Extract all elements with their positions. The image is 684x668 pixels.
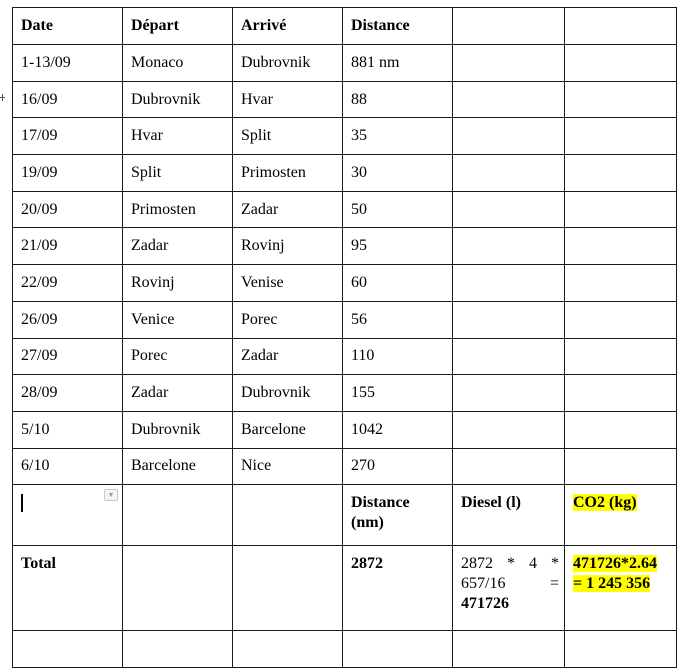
cell-date[interactable]: 26/09 — [13, 301, 123, 338]
cell-depart[interactable]: Zadar — [123, 228, 233, 265]
cell-arrive[interactable]: Venise — [233, 265, 343, 302]
cell-arrive[interactable]: Dubrovnik — [233, 375, 343, 412]
cell-arrive[interactable]: Dubrovnik — [233, 45, 343, 82]
table-row — [13, 265, 677, 302]
table-row — [13, 228, 677, 265]
cell-distance[interactable]: 881 nm — [343, 45, 453, 82]
cell-date[interactable]: 20/09 — [13, 191, 123, 228]
cell-arrive[interactable]: Barcelone — [233, 411, 343, 448]
diesel-operator: * — [507, 555, 515, 573]
header-cell-depart[interactable]: Départ — [123, 8, 233, 45]
cell-empty[interactable] — [565, 265, 677, 302]
table-row — [13, 45, 677, 82]
cell-depart[interactable]: Venice — [123, 301, 233, 338]
header-cell-date[interactable]: Date — [13, 8, 123, 45]
cell-empty[interactable] — [453, 375, 565, 412]
cell-depart[interactable]: Barcelone — [123, 448, 233, 485]
cell-empty[interactable] — [453, 81, 565, 118]
diesel-term: 657/16 — [461, 575, 506, 593]
cell-empty[interactable] — [233, 485, 343, 546]
cell-empty[interactable] — [233, 631, 343, 668]
cell-empty[interactable] — [453, 411, 565, 448]
cell-empty[interactable] — [565, 448, 677, 485]
header-cell-distance[interactable]: Distance — [343, 8, 453, 45]
cell-distance[interactable]: 270 — [343, 448, 453, 485]
cell-empty[interactable] — [13, 631, 123, 668]
blank-row — [13, 631, 677, 668]
total-co2-cell[interactable] — [565, 546, 677, 631]
table-row — [13, 338, 677, 375]
summary-header-co2-cell[interactable] — [565, 485, 677, 546]
cell-date[interactable]: 6/10 — [13, 448, 123, 485]
cell-empty[interactable] — [565, 155, 677, 192]
cell-empty[interactable] — [453, 301, 565, 338]
cell-arrive[interactable]: Split — [233, 118, 343, 155]
summary-header-diesel[interactable]: Diesel (l) — [453, 485, 565, 546]
cell-empty[interactable] — [343, 631, 453, 668]
cell-date[interactable]: 22/09 — [13, 265, 123, 302]
cell-empty[interactable] — [453, 191, 565, 228]
diesel-operator: * — [551, 555, 559, 573]
trip-table — [12, 7, 677, 668]
cell-depart[interactable]: Monaco — [123, 45, 233, 82]
cell-distance[interactable]: 88 — [343, 81, 453, 118]
cell-date[interactable]: 28/09 — [13, 375, 123, 412]
cell-depart[interactable]: Hvar — [123, 118, 233, 155]
cell-empty[interactable] — [565, 375, 677, 412]
cell-arrive[interactable]: Rovinj — [233, 228, 343, 265]
cell-empty[interactable] — [453, 448, 565, 485]
margin-marker — [0, 97, 5, 98]
cell-empty[interactable] — [123, 546, 233, 631]
total-row — [13, 546, 677, 631]
cell-empty[interactable] — [565, 191, 677, 228]
header-row — [13, 8, 677, 45]
cell-arrive[interactable]: Nice — [233, 448, 343, 485]
table-row — [13, 81, 677, 118]
cell-empty[interactable] — [453, 338, 565, 375]
cell-date[interactable]: 17/09 — [13, 118, 123, 155]
cell-depart[interactable]: Porec — [123, 338, 233, 375]
cell-empty[interactable] — [453, 118, 565, 155]
total-label[interactable]: Total — [13, 546, 123, 631]
diesel-term: 4 — [529, 555, 537, 573]
dropdown-arrow-icon[interactable]: ▼ — [104, 489, 118, 501]
cell-date[interactable]: 1-13/09 — [13, 45, 123, 82]
cell-depart[interactable]: Primosten — [123, 191, 233, 228]
cell-depart[interactable]: Rovinj — [123, 265, 233, 302]
cell-distance[interactable]: 56 — [343, 301, 453, 338]
cell-empty[interactable] — [565, 118, 677, 155]
diesel-formula-line-1 — [461, 554, 559, 574]
cell-date[interactable]: 16/09 — [13, 81, 123, 118]
table-row — [13, 375, 677, 412]
cell-empty[interactable] — [565, 45, 677, 82]
cell-distance[interactable]: 30 — [343, 155, 453, 192]
cell-empty[interactable] — [565, 411, 677, 448]
cell-arrive[interactable]: Primosten — [233, 155, 343, 192]
cell-distance[interactable]: 60 — [343, 265, 453, 302]
table-row — [13, 301, 677, 338]
table-row — [13, 411, 677, 448]
cell-empty[interactable] — [565, 338, 677, 375]
cell-empty[interactable] — [453, 631, 565, 668]
text-cursor — [21, 494, 23, 512]
summary-header-distance[interactable]: Distance (nm) — [343, 485, 453, 546]
cell-depart[interactable]: Dubrovnik — [123, 411, 233, 448]
cell-empty[interactable] — [565, 631, 677, 668]
cell-empty[interactable] — [565, 228, 677, 265]
co2-result: = 1 245 356 — [573, 575, 651, 593]
cell-arrive[interactable]: Hvar — [233, 81, 343, 118]
cell-distance[interactable]: 50 — [343, 191, 453, 228]
cell-date[interactable]: 21/09 — [13, 228, 123, 265]
header-cell-empty-5[interactable] — [453, 8, 565, 45]
diesel-term: 2872 — [461, 555, 493, 573]
total-diesel-cell[interactable] — [453, 546, 565, 631]
summary-header-row — [13, 485, 677, 546]
cell-distance[interactable]: 155 — [343, 375, 453, 412]
cell-empty[interactable] — [453, 228, 565, 265]
diesel-operator: = — [549, 575, 559, 593]
cell-distance[interactable]: 95 — [343, 228, 453, 265]
table-row — [13, 155, 677, 192]
cell-depart[interactable]: Zadar — [123, 375, 233, 412]
cell-arrive[interactable]: Zadar — [233, 191, 343, 228]
cell-depart[interactable]: Dubrovnik — [123, 81, 233, 118]
diesel-formula-line-2 — [461, 574, 559, 594]
cell-date[interactable]: 27/09 — [13, 338, 123, 375]
header-cell-empty-6[interactable] — [565, 8, 677, 45]
table-row — [13, 191, 677, 228]
cell-arrive[interactable]: Porec — [233, 301, 343, 338]
cell-depart[interactable]: Split — [123, 155, 233, 192]
active-cell[interactable] — [13, 485, 123, 546]
cell-empty[interactable] — [453, 45, 565, 82]
cell-empty[interactable] — [453, 265, 565, 302]
cell-empty[interactable] — [565, 81, 677, 118]
cell-arrive[interactable]: Zadar — [233, 338, 343, 375]
cell-date[interactable]: 5/10 — [13, 411, 123, 448]
cell-distance[interactable]: 1042 — [343, 411, 453, 448]
co2-formula: 471726*2.64 — [573, 555, 657, 573]
cell-empty[interactable] — [565, 301, 677, 338]
cell-date[interactable]: 19/09 — [13, 155, 123, 192]
cell-distance[interactable]: 35 — [343, 118, 453, 155]
diesel-result: 471726 — [461, 595, 509, 613]
cell-empty[interactable] — [233, 546, 343, 631]
table-row — [13, 118, 677, 155]
total-distance[interactable]: 2872 — [343, 546, 453, 631]
cell-empty[interactable] — [123, 485, 233, 546]
summary-header-co2: CO2 (kg) — [573, 494, 637, 512]
cell-empty[interactable] — [453, 155, 565, 192]
cell-empty[interactable] — [123, 631, 233, 668]
header-cell-arrive[interactable]: Arrivé — [233, 8, 343, 45]
cell-distance[interactable]: 110 — [343, 338, 453, 375]
table-row — [13, 448, 677, 485]
